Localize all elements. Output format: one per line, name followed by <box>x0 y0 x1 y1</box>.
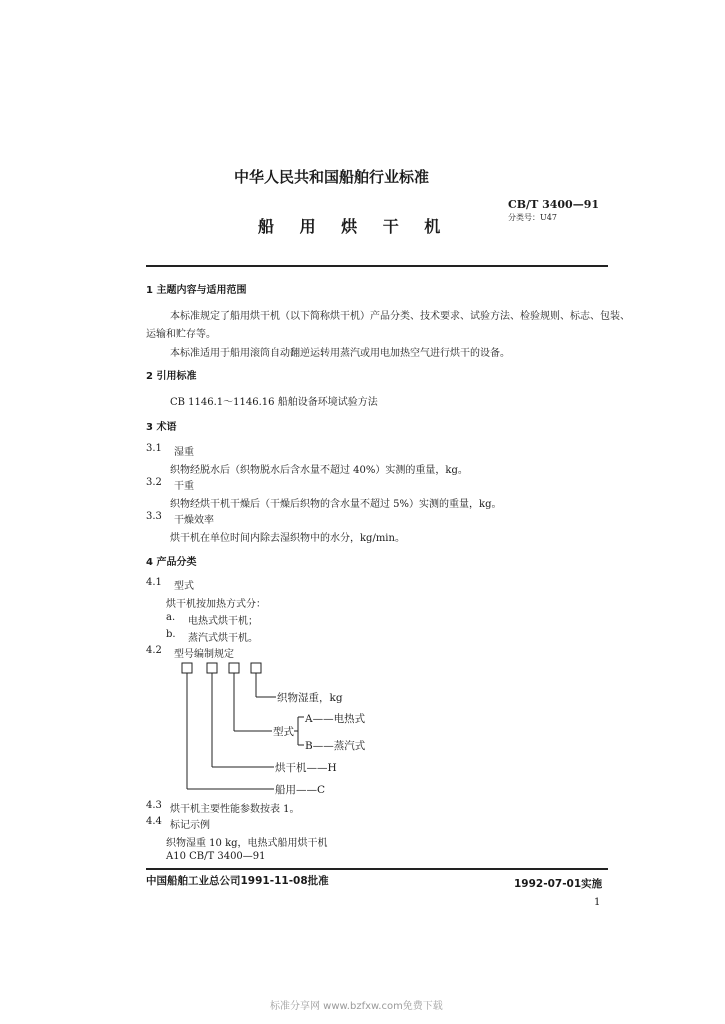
term-3-number: 3.3 <box>146 511 162 522</box>
term-3-definition: 烘干机在单位时间内除去湿织物中的水分，kg/min。 <box>170 533 405 544</box>
diagram-label-dryer: 烘干机——H <box>275 762 337 774</box>
footer-rule <box>146 868 608 870</box>
diagram-label-marine: 船用——C <box>275 784 326 796</box>
subsection-4-4-title: 标记示例 <box>170 820 210 831</box>
code-box-3 <box>229 663 239 673</box>
section-2-heading: 2 引用标准 <box>146 371 197 382</box>
section-1-paragraph-1-line-2: 运输和贮存等。 <box>146 329 216 340</box>
type-b-label: b. <box>166 629 176 640</box>
diagram-label-type-b: B——蒸汽式 <box>305 740 366 752</box>
type-intro: 烘干机按加热方式分： <box>166 599 266 610</box>
effective-date: 1992-07-01实施 <box>514 878 603 890</box>
type-a-label: a. <box>166 612 176 623</box>
subsection-4-1-title: 型式 <box>174 581 194 592</box>
term-2-number: 3.2 <box>146 477 162 488</box>
code-box-4 <box>251 663 261 673</box>
subsection-4-3-text: 烘干机主要性能参数按表 1。 <box>170 804 300 815</box>
term-2-definition: 织物经烘干机干燥后（干燥后织物的含水量不超过 5%）实测的重量，kg。 <box>170 499 502 510</box>
marking-example-line-2: A10 CB/T 3400—91 <box>166 851 266 862</box>
classification-number: 分类号：U47 <box>508 213 557 222</box>
subsection-4-3-number: 4.3 <box>146 800 162 811</box>
section-1-paragraph-2: 本标准适用于船用滚筒自动翻逆运转用蒸汽或用电加热空气进行烘干的设备。 <box>170 348 510 359</box>
approval-statement: 中国船舶工业总公司1991-11-08批准 <box>146 875 329 887</box>
type-a-text: 电热式烘干机； <box>188 616 258 627</box>
diagram-label-type-a: A——电热式 <box>305 713 366 725</box>
type-b-text: 蒸汽式烘干机。 <box>188 633 258 644</box>
marking-example-line-1: 织物湿重 10 kg，电热式船用烘干机 <box>166 838 328 849</box>
standard-number: CB/T 3400—91 <box>508 198 600 211</box>
subsection-4-4-number: 4.4 <box>146 816 162 827</box>
term-1-definition: 织物经脱水后（织物脱水后含水量不超过 40%）实测的重量，kg。 <box>170 465 468 476</box>
diagram-label-type: 型式 <box>273 726 294 738</box>
subsection-4-1-number: 4.1 <box>146 577 162 588</box>
section-1-paragraph-1-line-1: 本标准规定了船用烘干机（以下简称烘干机）产品分类、技术要求、试验方法、检验规则、标志、包装、 <box>170 311 630 322</box>
section-4-heading: 4 产品分类 <box>146 557 197 568</box>
section-1-heading: 1 主题内容与适用范围 <box>146 285 247 296</box>
term-2-name: 干重 <box>174 481 194 492</box>
org-title: 中华人民共和国船舶行业标准 <box>234 168 430 186</box>
term-1-number: 3.1 <box>146 443 162 454</box>
term-1-name: 湿重 <box>174 447 194 458</box>
section-3-heading: 3 术语 <box>146 422 177 433</box>
subsection-4-2-title: 型号编制规定 <box>174 649 234 660</box>
doc-title: 船 用 烘 干 机 <box>258 217 451 236</box>
code-box-2 <box>207 663 217 673</box>
subsection-4-2-number: 4.2 <box>146 645 162 656</box>
code-box-1 <box>182 663 192 673</box>
diagram-label-weight: 织物湿重，kg <box>277 692 343 704</box>
page-number: 1 <box>594 897 601 908</box>
watermark: 标准分享网 www.bzfxw.com免费下载 <box>270 1001 443 1012</box>
referenced-standard: CB 1146.1～1146.16 船舶设备环境试验方法 <box>170 397 378 408</box>
term-3-name: 干燥效率 <box>174 515 214 526</box>
